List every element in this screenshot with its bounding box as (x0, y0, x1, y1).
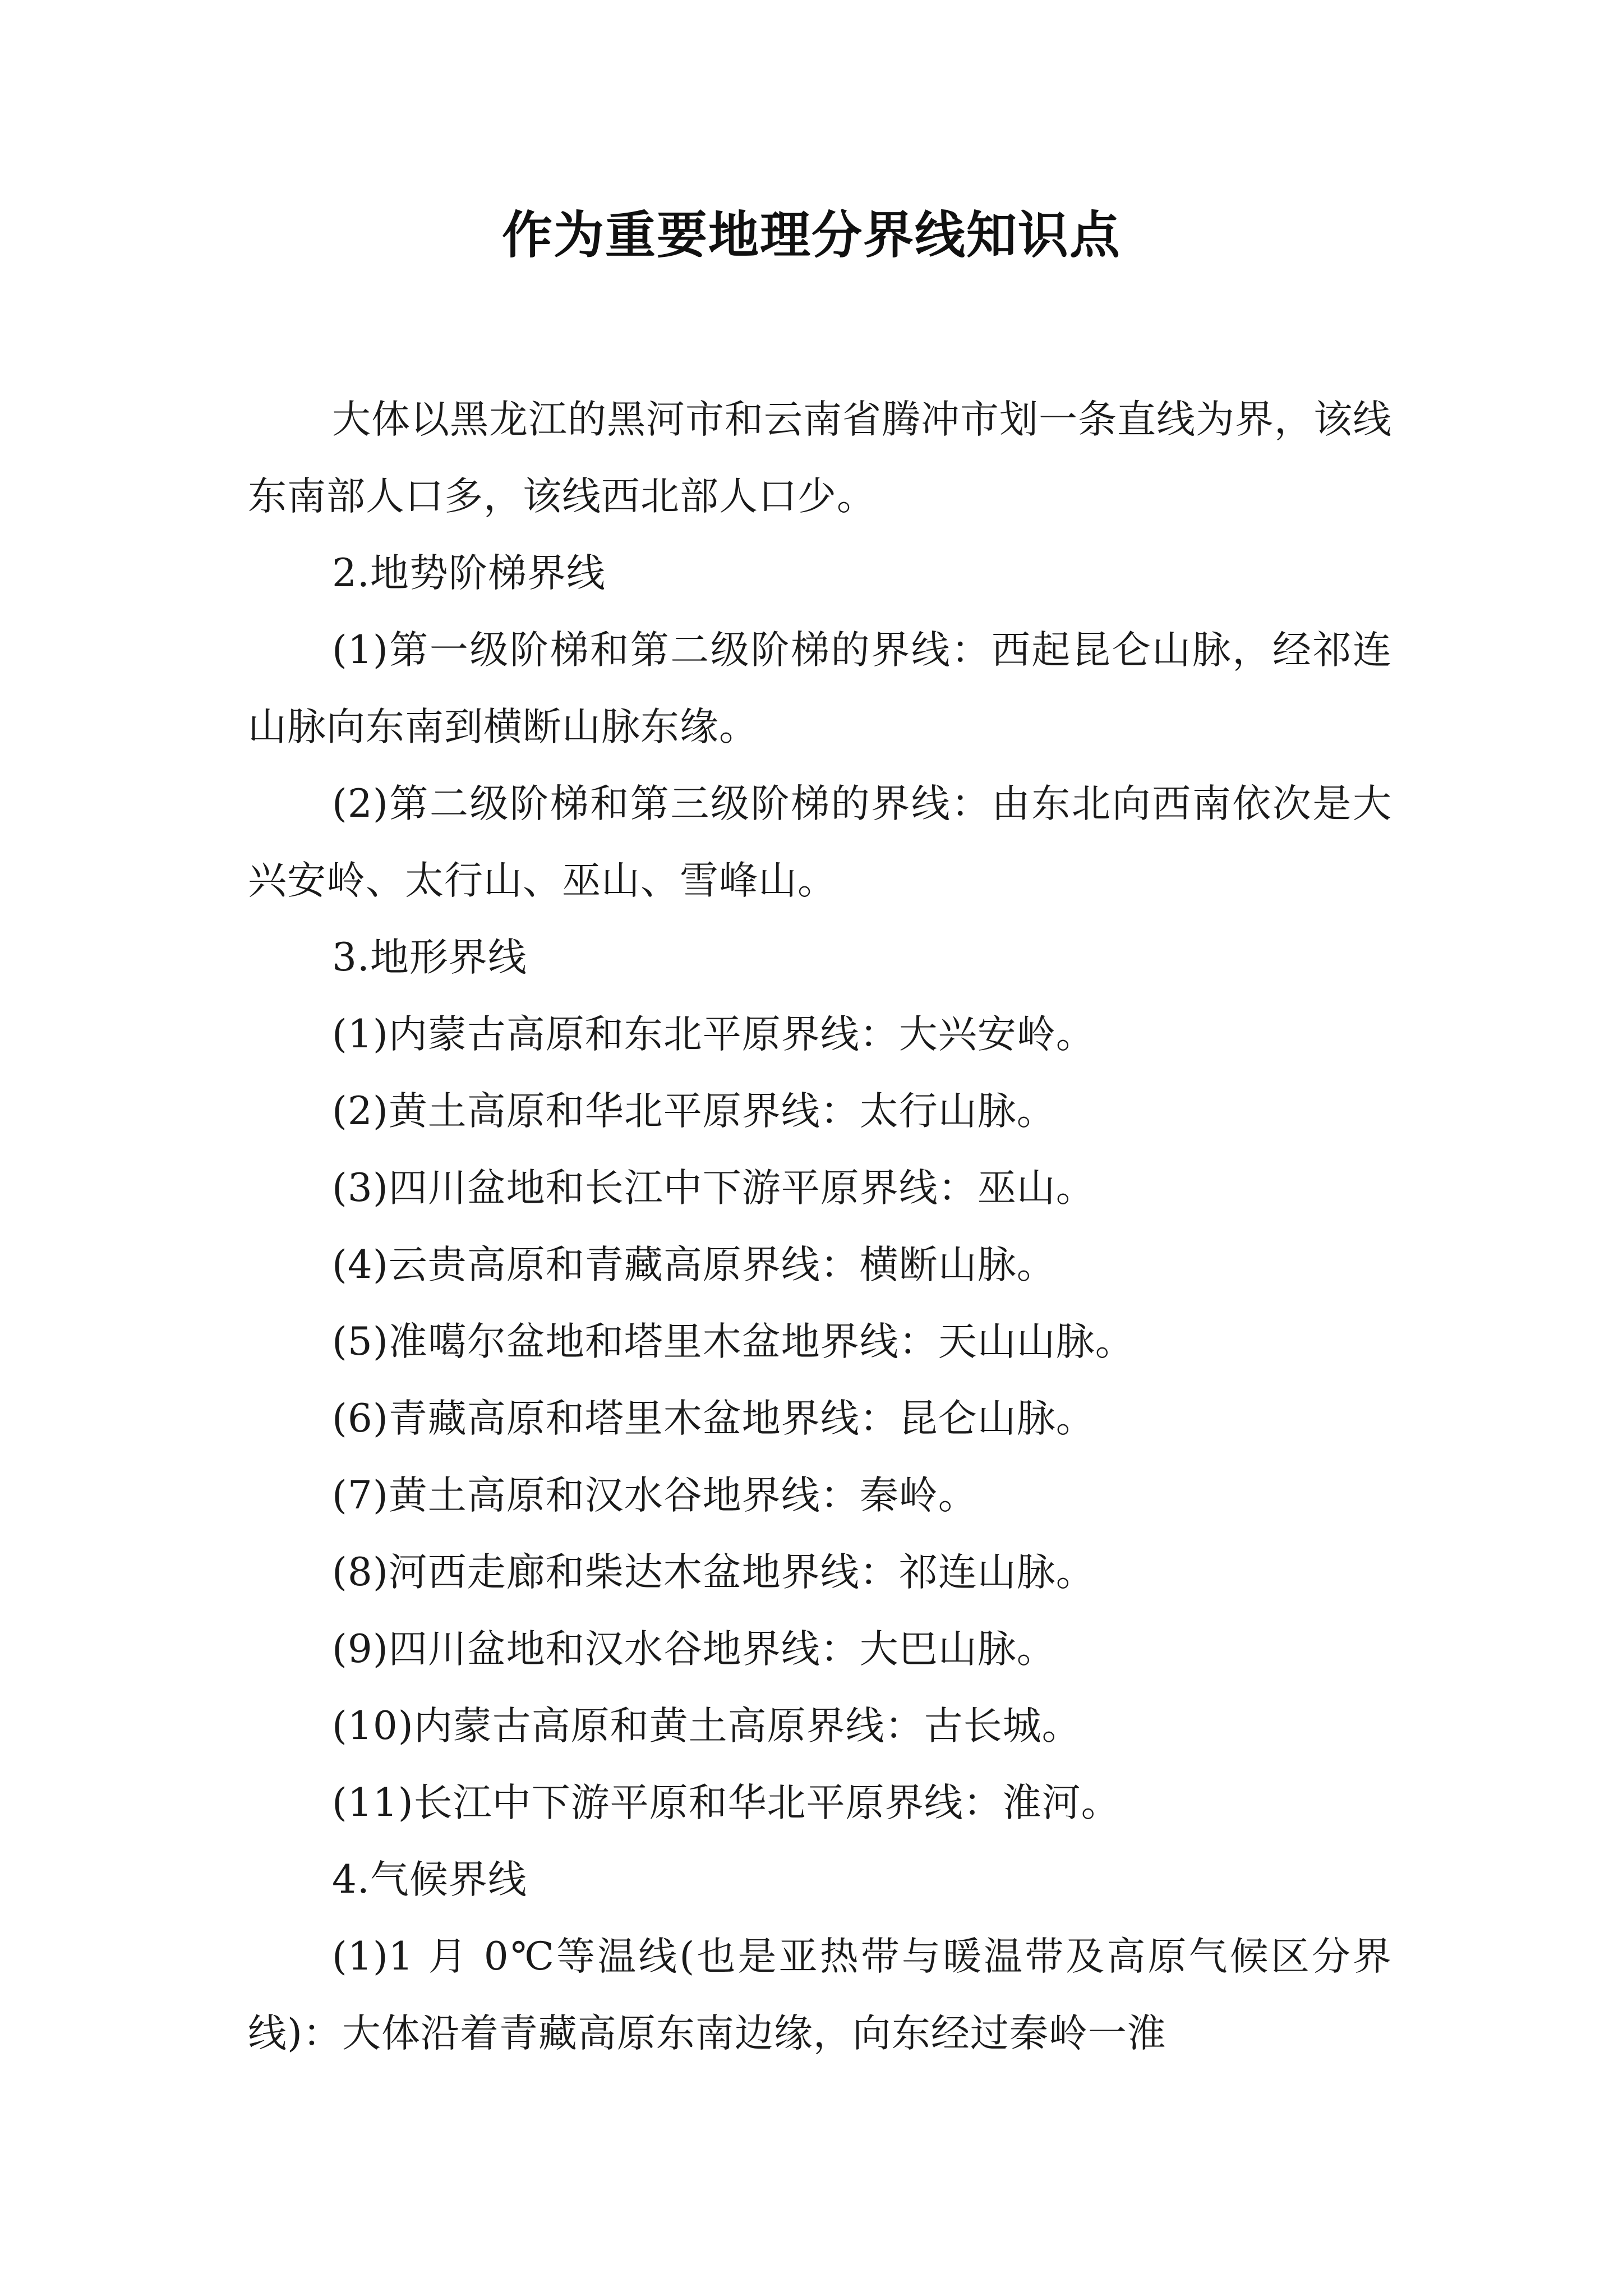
paragraph: (1)第一级阶梯和第二级阶梯的界线：西起昆仑山脉，经祁连山脉向东南到横断山脉东缘。 (248, 628, 1392, 749)
paragraph: (1)1 月 0℃等温线(也是亚热带与暖温带及高原气候区分界线)：大体沿着青藏高原东南边缘，向东经过秦岭一淮 (248, 1934, 1392, 2056)
document-body (248, 381, 1392, 2072)
section-heading: 2.地势阶梯界线 (332, 551, 606, 596)
list-item: (8)河西走廊和柴达木盆地界线：祁连山脉。 (332, 1550, 1095, 1595)
section-heading: 3.地形界线 (332, 935, 527, 980)
document-title: 作为重要地理分界线知识点 (502, 206, 1121, 265)
list-item: (5)准噶尔盆地和塔里木盆地界线：天山山脉。 (332, 1319, 1135, 1364)
list-item: (9)四川盆地和汉水谷地界线：大巴山脉。 (332, 1627, 1056, 1672)
paragraph: (2)第二级阶梯和第三级阶梯的界线：由东北向西南依次是大兴安岭、太行山、巫山、雪峰山。 (248, 781, 1392, 903)
list-item: (4)云贵高原和青藏高原界线：横断山脉。 (332, 1243, 1056, 1287)
list-item: (2)黄土高原和华北平原界线：太行山脉。 (332, 1089, 1056, 1134)
list-item: (11)长江中下游平原和华北平原界线：淮河。 (332, 1780, 1121, 1825)
paragraph: 大体以黑龙江的黑河市和云南省腾冲市划一条直线为界，该线东南部人口多，该线西北部人口少。 (248, 397, 1392, 519)
list-item: (1)内蒙古高原和东北平原界线：大兴安岭。 (332, 1012, 1095, 1057)
section-heading: 4.气候界线 (332, 1857, 527, 1902)
list-item: (3)四川盆地和长江中下游平原界线：巫山。 (332, 1166, 1095, 1211)
list-item: (10)内蒙古高原和黄土高原界线：古长城。 (332, 1704, 1081, 1749)
list-item: (7)黄土高原和汉水谷地界线：秦岭。 (332, 1473, 978, 1518)
list-item: (6)青藏高原和塔里木盆地界线：昆仑山脉。 (332, 1396, 1095, 1441)
